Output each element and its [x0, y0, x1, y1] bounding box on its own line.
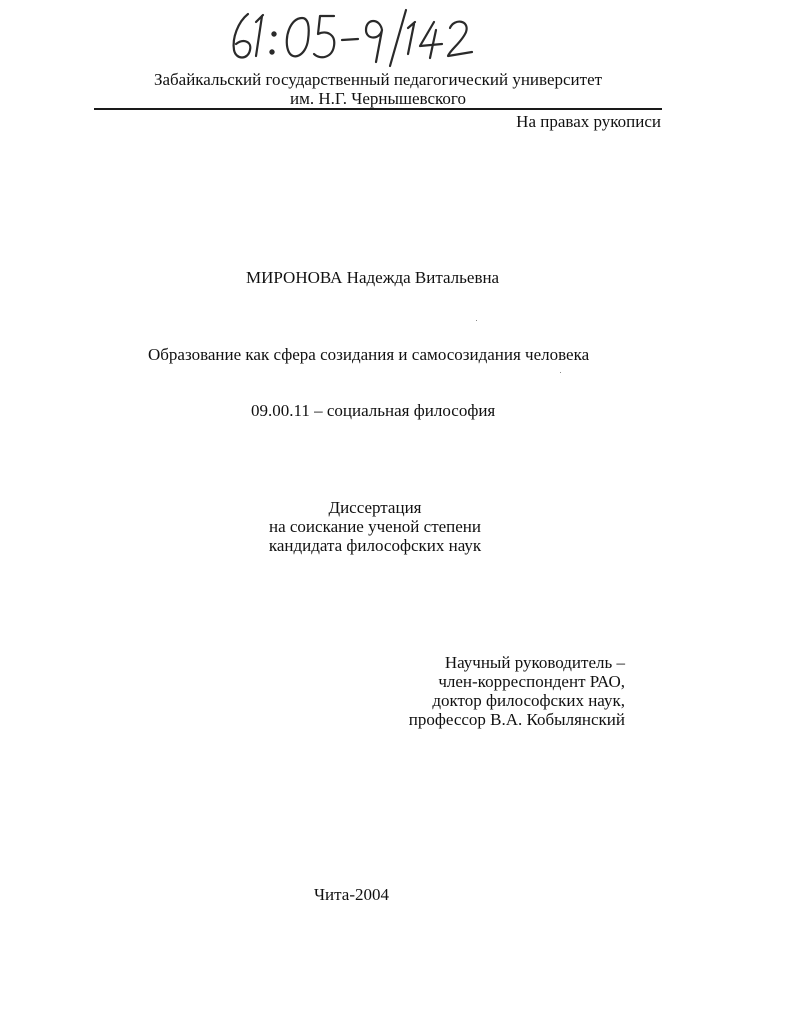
institution-line-2: им. Н.Г. Чернышевского	[290, 89, 466, 108]
thesis-type-block	[230, 498, 520, 555]
thesis-type-line: Диссертация	[328, 498, 422, 517]
scan-speck	[476, 320, 477, 321]
supervisor-line: Научный руководитель –	[444, 653, 625, 672]
institution-line-1: Забайкальский государственный педагогический университет	[153, 70, 603, 89]
supervisor-line: доктор философских наук,	[432, 691, 625, 710]
supervisor-block	[340, 653, 625, 729]
rights-notice: На правах рукописи	[516, 112, 661, 131]
header-divider	[94, 108, 662, 110]
handwritten-archive-code	[222, 4, 482, 68]
scan-speck	[560, 372, 561, 373]
place-year: Чита-2004	[314, 885, 389, 904]
supervisor-line: член-корреспондент РАО,	[438, 672, 625, 691]
thesis-specialty: 09.00.11 – социальная философия	[251, 401, 496, 420]
thesis-type-line: на соискание ученой степени	[268, 517, 482, 536]
author-name: МИРОНОВА Надежда Витальевна	[246, 268, 500, 287]
supervisor-line: профессор В.А. Кобылянский	[408, 710, 625, 729]
thesis-type-line: кандидата философских наук	[268, 536, 482, 555]
thesis-title: Образование как сфера созидания и самосозидания человека	[148, 345, 590, 364]
